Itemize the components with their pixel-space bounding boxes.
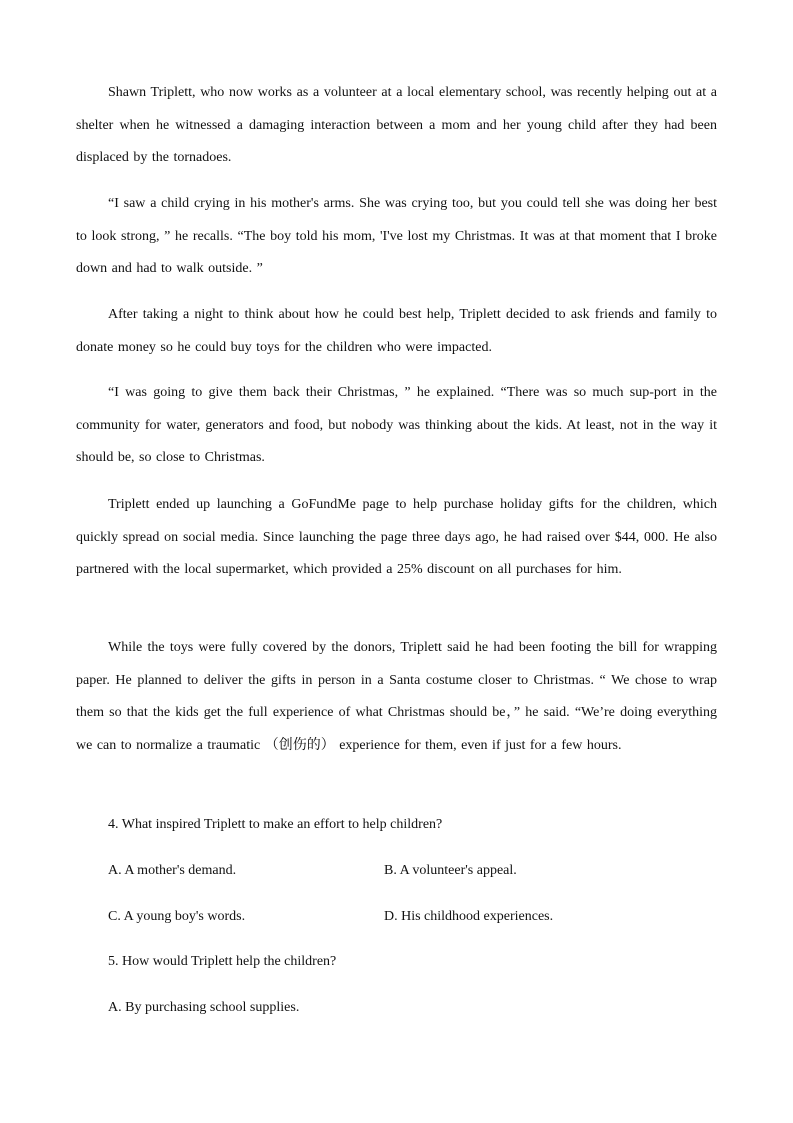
question-4-option-b: B. A volunteer's appeal. [384, 863, 517, 878]
passage-paragraph-4: “I was going to give them back their Christmas, ” he explained. “There was so much sup-port in the community for water, generators and food, but nobody was thinking about the kids. At least, not in the way it should be, so close to Christmas. [76, 385, 717, 466]
question-4-stem: 4. What inspired Triplett to make an effort to help children? [108, 817, 443, 832]
question-5-stem: 5. How would Triplett help the children? [108, 954, 337, 969]
passage-paragraph-3: After taking a night to think about how he could best help, Triplett decided to ask friends and family to donate money so he could buy toys for the children who were impacted. [76, 307, 717, 355]
passage-paragraph-5: Triplett ended up launching a GoFundMe page to help purchase holiday gifts for the children, which quickly spread on social media. Since launching the page three days ago, he had raised over $44, 000. He also partnered with the local supermarket, which provided a 25% discount on all purchases for him. [76, 497, 717, 578]
passage-paragraph-2: “I saw a child crying in his mother's arms. She was crying too, but you could tell she was doing her best to look strong, ” he recalls. “The boy told his mom, 'I've lost my Christmas. It was at that moment that I broke down and had to walk outside. ” [76, 196, 717, 277]
question-4-option-c: C. A young boy's words. [108, 909, 246, 924]
question-4-option-d: D. His childhood experiences. [384, 909, 554, 924]
passage-paragraph-6: While the toys were fully covered by the donors, Triplett said he had been footing the bill for wrapping paper. He planned to deliver the gifts in person in a Santa costume closer to Christmas. “ We chose to wrap them so that the kids get the full experience of what Christmas should be，” he said. “We’re doing everything we can to normalize a traumatic （创伤的） experience for them, even if just for a few hours. [76, 640, 717, 753]
question-4-option-a: A. A mother's demand. [108, 863, 237, 878]
question-5-option-a: A. By purchasing school supplies. [108, 1000, 300, 1015]
passage-paragraph-1: Shawn Triplett, who now works as a volunteer at a local elementary school, was recently helping out at a shelter when he witnessed a damaging interaction between a mom and her young child after they had been displaced by the tornadoes. [76, 85, 717, 166]
